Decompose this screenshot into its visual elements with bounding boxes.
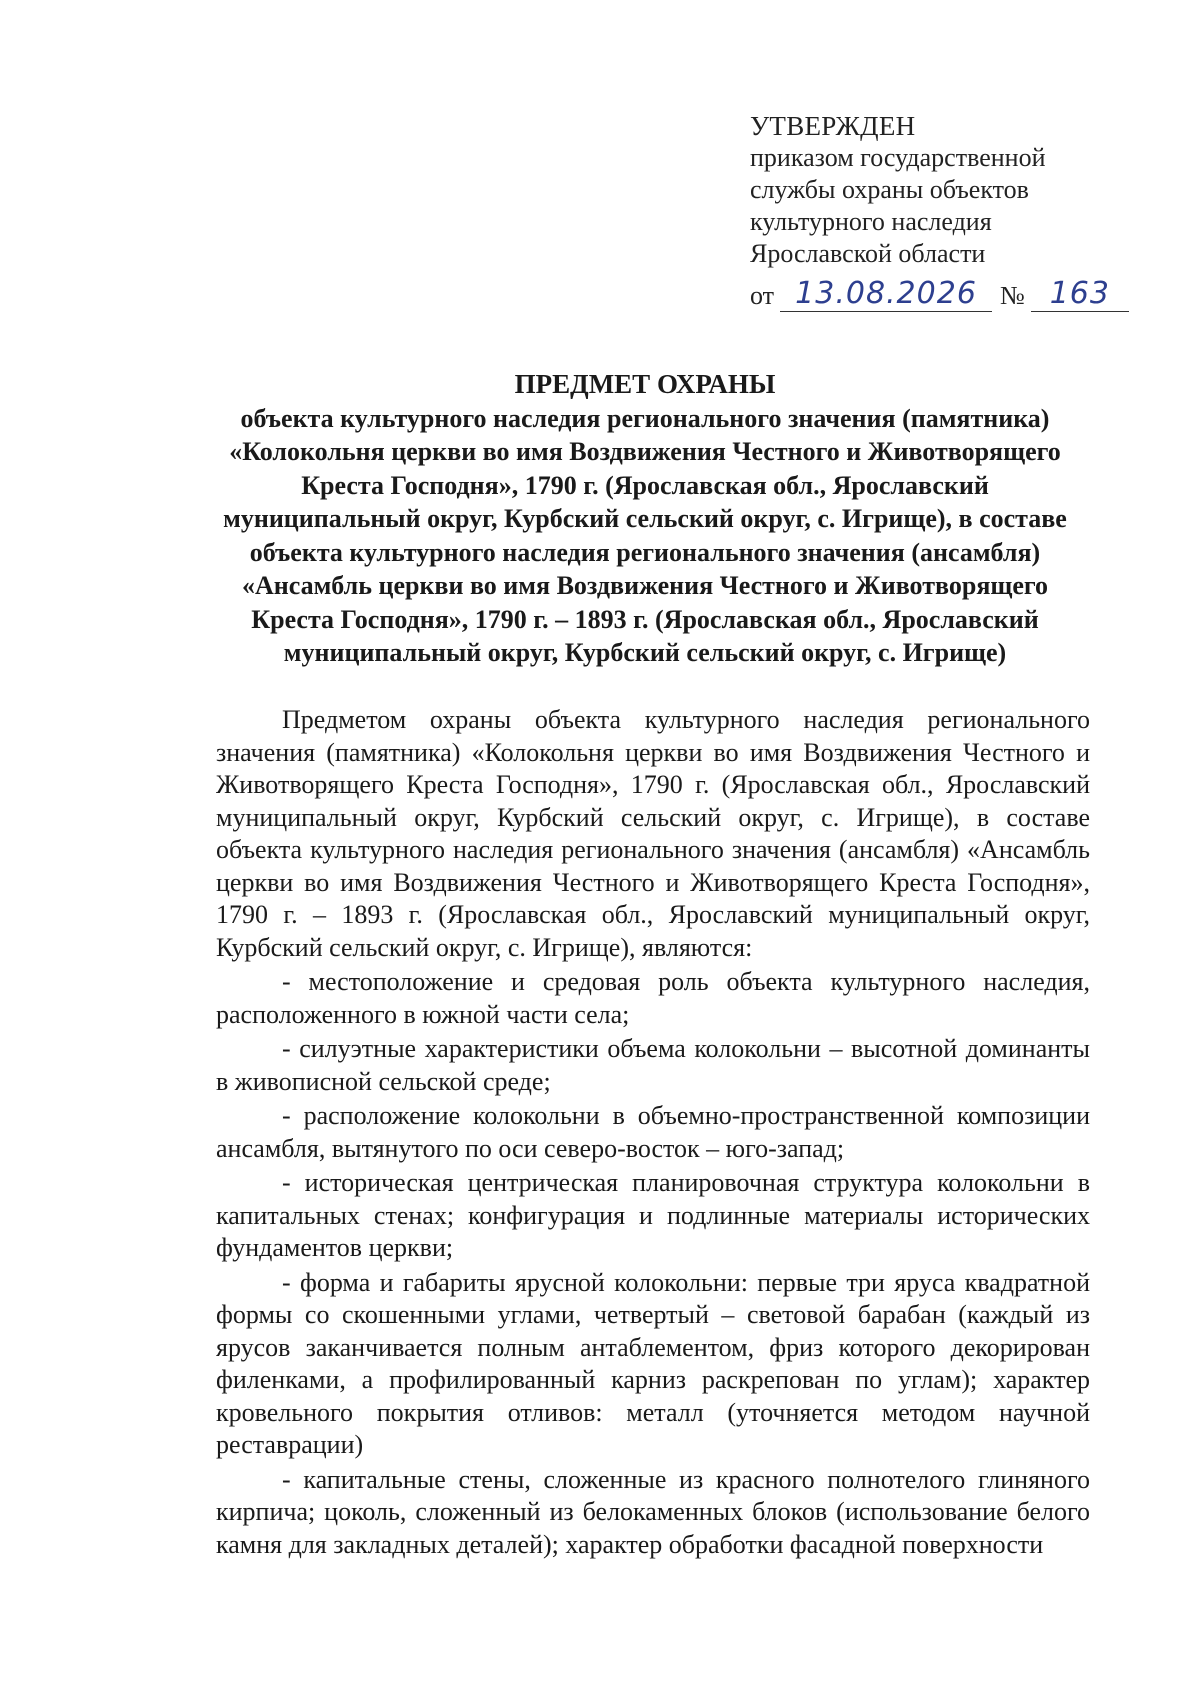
approval-line: службы охраны объектов <box>750 175 1029 204</box>
list-item: - расположение колокольни в объемно-пространственной композиции ансамбля, вытянутого по оси северо-восток – юго-запад; <box>216 1101 1090 1163</box>
list-item: - местоположение и средовая роль объекта культурного наследия, расположенного в южной части села; <box>216 967 1090 1029</box>
approval-line: приказом государственной <box>750 143 1046 172</box>
list-item: - историческая центрическая планировочная структура колокольни в капитальных стенах; конфигурация и подлинные материалы исторических фундаментов церкви; <box>216 1168 1090 1262</box>
intro-paragraph: Предметом охраны объекта культурного наследия регионального значения (памятника) «Колокольня церкви во имя Воздвижения Честного и Животворящего Креста Господня», 1790 г. (Ярославская обл., Ярославский муниципальный округ, Курбский сельский округ, с. Игрище), в составе объекта культурного наследия регионального значения (ансамбля) «Ансамбль церкви во имя Воздвижения Честного и Животворящего Креста Господня», 1790 г. – 1893 г. (Ярославская обл., Ярославский муниципальный округ, Курбский сельский округ, с. Игрище), являются: <box>216 705 1090 962</box>
document-title-block <box>200 368 1090 670</box>
approval-date-row <box>750 272 1140 312</box>
list-item: - форма и габариты ярусной колокольни: первые три яруса квадратной формы со скошенными углами, четвертый – световой барабан (каждый из ярусов заканчивается полным антаблементом, фриз которого декорирован филенками, а профилированный карниз раскрепован по углам); характер кровельного покрытия отливов: металл (уточняется методом научной реставрации) <box>216 1267 1090 1459</box>
list-item: - капитальные стены, сложенные из красного полнотелого глиняного кирпича; цоколь, сложенный из белокаменных блоков (использование белого камня для закладных деталей); характер обработки фасадной поверхности <box>216 1464 1090 1559</box>
document-title: ПРЕДМЕТ ОХРАНЫ <box>514 369 776 399</box>
handwritten-number: 163 <box>1031 277 1129 312</box>
approval-heading: УТВЕРЖДЕН <box>750 111 916 141</box>
number-label: № <box>1000 281 1025 310</box>
approval-stamp <box>750 110 1140 312</box>
document-subtitle: объекта культурного наследия регионального значения (памятника) «Колокольня церкви во имя Воздвижения Честного и Животворящего Креста Господня», 1790 г. (Ярославская обл., Ярославский муниципальный округ, Курбский сельский округ, с. Игрище), в составе объекта культурного наследия регионального значения (ансамбля) «Ансамбль церкви во имя Воздвижения Честного и Животворящего Креста Господня», 1790 г. – 1893 г. (Ярославская обл., Ярославский муниципальный округ, Курбский сельский округ, с. Игрище) <box>223 403 1067 667</box>
approval-line: культурного наследия <box>750 207 992 236</box>
approval-line: Ярославской области <box>750 239 986 268</box>
handwritten-date: 13.08.2026 <box>780 277 992 312</box>
document-body <box>216 704 1090 1561</box>
list-item: - силуэтные характеристики объема колокольни – высотной доминанты в живописной сельской среде; <box>216 1034 1090 1096</box>
from-label: от <box>750 281 775 310</box>
